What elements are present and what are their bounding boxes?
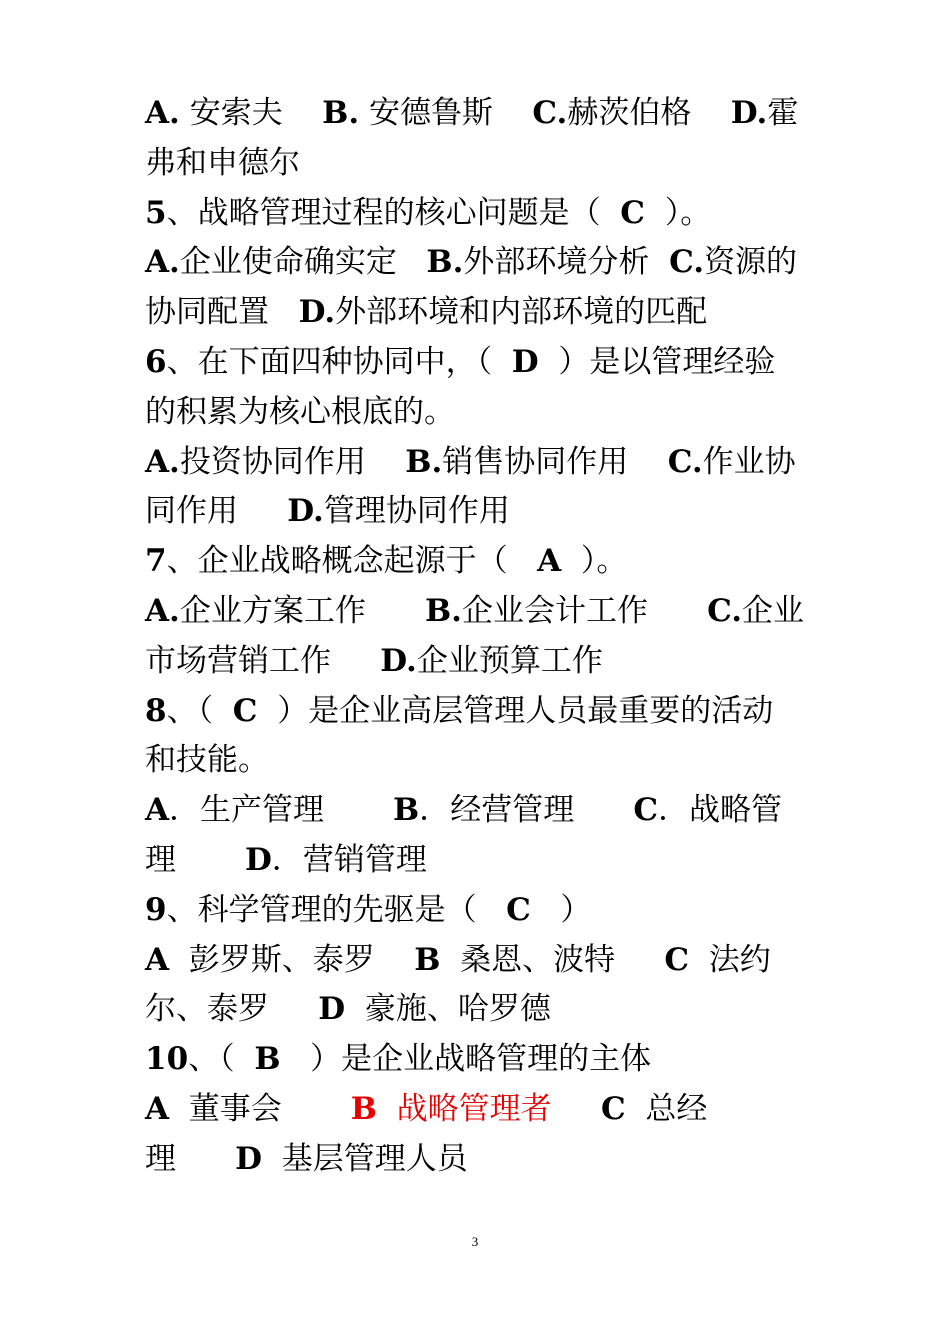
text-segment: 资源的 <box>704 244 798 281</box>
option-letter: 8 <box>145 692 167 729</box>
text-line <box>145 984 815 1034</box>
text-segment: ．生产管理 <box>169 792 394 829</box>
text-line <box>145 138 815 188</box>
highlighted-answer: 战略管理者 <box>376 1091 552 1127</box>
text-segment: ）是企业高层管理人员最重要的活动 <box>257 692 774 729</box>
option-letter: 6 <box>145 344 167 380</box>
text-segment: ）是以管理经验 <box>538 344 776 380</box>
text-line <box>145 188 815 238</box>
text-line <box>145 88 815 138</box>
text-line <box>145 686 815 736</box>
highlighted-answer: B <box>350 1091 377 1127</box>
text-line <box>145 237 815 287</box>
option-letter: D. <box>287 493 324 530</box>
text-segment: 作业协 <box>702 443 796 480</box>
text-line <box>145 586 815 636</box>
text-segment: 外部环境和内部环境的匹配 <box>335 294 708 331</box>
option-letter: A <box>145 1091 170 1127</box>
text-segment: 企业会计工作 <box>461 593 708 629</box>
text-segment <box>552 1091 601 1127</box>
option-letter: A. <box>145 593 180 629</box>
text-segment: 、战略管理过程的核心问题是（ <box>166 194 621 231</box>
option-letter: A. <box>145 95 180 131</box>
text-segment: ．战略管 <box>658 792 783 829</box>
text-line <box>145 885 815 935</box>
text-line <box>145 636 815 686</box>
text-segment: 投资协同作用 <box>179 443 406 480</box>
option-letter: C. <box>707 593 743 629</box>
option-letter: B. <box>405 443 443 480</box>
option-letter: B. <box>426 244 464 281</box>
text-segment: 和技能。 <box>145 742 269 779</box>
text-segment: ）。 <box>644 194 712 231</box>
text-segment: 法约 <box>689 941 771 978</box>
option-letter: C. <box>669 244 705 281</box>
option-letter: D. <box>730 95 768 131</box>
text-segment: 理 <box>145 842 245 878</box>
text-segment: 董事会 <box>169 1091 351 1127</box>
text-line <box>145 287 815 337</box>
text-segment: 理 <box>145 1140 236 1177</box>
option-letter: C <box>506 891 531 928</box>
text-segment: 管理协同作用 <box>323 493 510 530</box>
option-letter: C <box>232 692 258 729</box>
option-letter: C <box>600 1091 626 1127</box>
option-letter: D. <box>380 642 417 679</box>
text-segment: 基层管理人员 <box>262 1140 468 1177</box>
text-segment: 企业 <box>742 593 805 629</box>
option-letter: D <box>511 344 539 380</box>
text-segment: 彭罗斯、泰罗 <box>169 941 415 978</box>
option-letter: B. <box>322 95 360 131</box>
text-segment: 、（ <box>166 692 233 729</box>
option-letter: D <box>235 1140 263 1177</box>
text-line <box>145 337 815 387</box>
option-letter: 10 <box>145 1041 189 1078</box>
option-letter: A. <box>145 443 180 480</box>
option-letter: C <box>633 792 659 829</box>
text-segment: 、在下面四种协同中，（ <box>166 344 512 380</box>
text-line <box>145 536 815 586</box>
text-segment: 企业方案工作 <box>179 593 425 629</box>
text-line <box>145 935 815 985</box>
option-letter: A <box>145 792 170 829</box>
text-segment: 市场营销工作 <box>145 642 381 679</box>
option-letter: B. <box>424 593 462 629</box>
text-line <box>145 486 815 536</box>
option-letter: 9 <box>145 891 167 928</box>
text-segment: 安索夫 <box>179 95 323 131</box>
text-segment: 企业使命确实定 <box>179 244 427 281</box>
text-segment: ）。 <box>561 543 628 580</box>
text-segment: ．经营管理 <box>419 792 634 829</box>
text-segment: ） <box>530 891 592 928</box>
option-letter: C <box>664 941 690 978</box>
option-letter: B <box>414 941 441 978</box>
option-letter: B <box>393 792 420 829</box>
text-segment: 尔、泰罗 <box>145 991 319 1028</box>
text-segment: 豪施、哈罗德 <box>345 991 551 1028</box>
option-letter: D <box>318 991 346 1028</box>
option-letter: D. <box>298 294 336 331</box>
page-number: 3 <box>471 1234 479 1249</box>
option-letter: 7 <box>145 543 167 580</box>
text-line <box>145 437 815 487</box>
text-line <box>145 785 815 835</box>
text-segment: 、企业战略概念起源于（ <box>166 543 538 580</box>
text-segment: 同作用 <box>145 493 288 530</box>
text-line <box>145 1084 815 1134</box>
text-segment: 销售协同作用 <box>442 443 668 480</box>
text-segment: 安德鲁斯 <box>359 95 533 131</box>
text-segment: 霍 <box>767 95 799 131</box>
text-segment: 企业预算工作 <box>416 642 603 679</box>
text-segment: ）是企业战略管理的主体 <box>280 1041 652 1078</box>
text-line <box>145 735 815 785</box>
option-letter: 5 <box>145 194 167 231</box>
text-line <box>145 1134 815 1184</box>
text-segment: 赫茨伯格 <box>567 95 731 131</box>
option-letter: B <box>254 1041 281 1078</box>
text-segment: 外部环境分析 <box>463 244 670 281</box>
text-line <box>145 1034 815 1084</box>
text-segment: 桑恩、波特 <box>440 941 665 978</box>
text-segment: 、（ <box>188 1041 255 1078</box>
text-segment: 、科学管理的先驱是（ <box>166 891 507 928</box>
option-letter: D <box>244 842 272 878</box>
text-segment: 总经 <box>625 1091 708 1127</box>
option-letter: C <box>620 194 645 231</box>
option-letter: A. <box>145 244 180 281</box>
text-segment: 协同配置 <box>145 294 299 331</box>
text-segment: ．营销管理 <box>271 842 427 878</box>
option-letter: C. <box>667 443 703 480</box>
text-segment: 的积累为核心根底的。 <box>145 393 455 430</box>
option-letter: C. <box>532 95 568 131</box>
text-segment: 弗和申德尔 <box>145 144 300 181</box>
option-letter: A <box>537 543 562 580</box>
text-line <box>145 835 815 885</box>
option-letter: A <box>145 941 170 978</box>
text-line <box>145 387 815 437</box>
